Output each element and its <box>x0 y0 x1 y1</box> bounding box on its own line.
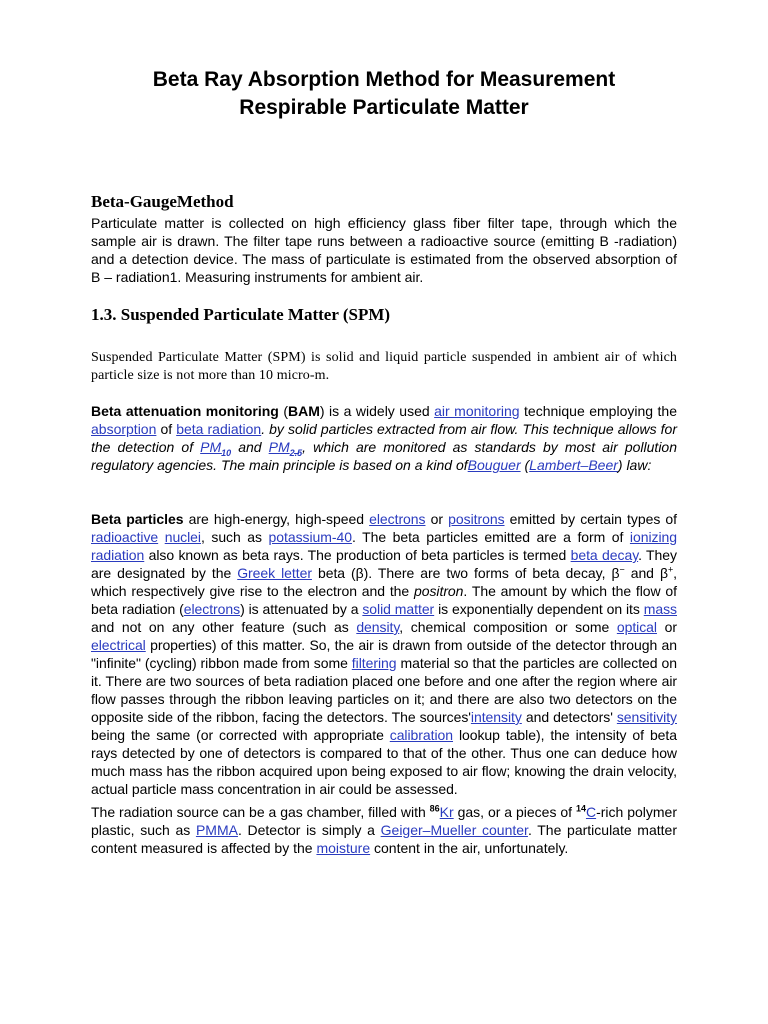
title-line-2: Respirable Particulate Matter <box>239 96 529 119</box>
text-run: The radiation source can be a gas chamber, filled with <box>91 804 430 820</box>
link-beta-decay[interactable]: beta decay <box>570 547 639 563</box>
link-pm10[interactable] <box>200 439 232 458</box>
superscript: 86 <box>429 803 440 814</box>
text-run: ( <box>278 403 289 419</box>
beta-gauge-heading: Beta-GaugeMethod <box>91 192 234 211</box>
text-run: ) is attenuated by a <box>240 601 363 617</box>
text-run: properties) of this matter. So, the air is drawn from outside of the detector through an "infinite" (cycling) ribbon made from some <box>91 637 677 671</box>
bam-abbrev: BAM <box>288 403 320 419</box>
link-pm25[interactable] <box>268 439 303 458</box>
link-optical[interactable]: optical <box>616 619 657 635</box>
spm-heading: 1.3. Suspended Particulate Matter (SPM) <box>91 305 391 324</box>
text-run: . They are designated by the <box>91 547 677 581</box>
link-electrical[interactable]: electrical <box>91 637 146 653</box>
text-run: -rich polymer plastic, such as <box>91 804 677 838</box>
subscript: 2.5 <box>289 447 303 458</box>
link-solid-matter[interactable]: solid matter <box>362 601 435 617</box>
link-calibration[interactable]: calibration <box>389 727 454 743</box>
link-text: PM <box>268 439 290 455</box>
link-carbon[interactable]: C <box>585 804 597 820</box>
text-run: also known as beta rays. The production of beta particles is termed <box>144 547 571 563</box>
subscript: 10 <box>221 447 232 458</box>
text-run: , such as <box>200 529 269 545</box>
link-electrons-2[interactable]: electrons <box>183 601 241 617</box>
beta-particles-term: Beta particles <box>91 511 184 527</box>
text-run: , chemical composition or some <box>399 619 617 635</box>
text-run: , which respectively give rise to the electron and the <box>91 565 678 599</box>
text-run: content in the air, unfortunately. <box>370 840 569 856</box>
text-run: or <box>656 619 677 635</box>
link-text: PM <box>200 439 222 455</box>
link-electrons[interactable]: electrons <box>369 511 426 527</box>
link-mass[interactable]: mass <box>643 601 677 617</box>
text-run: ( <box>520 457 530 473</box>
beta-particles-paragraph <box>91 510 677 798</box>
text-run: and β <box>624 565 668 581</box>
link-positrons[interactable]: positrons <box>448 511 505 527</box>
text-run: or <box>425 511 449 527</box>
link-air-monitoring[interactable]: air monitoring <box>434 403 520 419</box>
text-run: . The beta particles emitted are a form of <box>351 529 630 545</box>
link-intensity[interactable]: intensity <box>470 709 522 725</box>
link-pmma[interactable]: PMMA <box>195 822 238 838</box>
link-sensitivity[interactable]: sensitivity <box>616 709 677 725</box>
text-run: ) is a widely used <box>319 403 435 419</box>
bam-term: Beta attenuation monitoring <box>91 403 279 419</box>
text-run: of <box>156 421 177 437</box>
superscript: + <box>667 564 674 575</box>
link-beta-radiation[interactable]: beta radiation <box>176 421 262 437</box>
text-run: is exponentially dependent on its <box>434 601 644 617</box>
link-potassium-40[interactable]: potassium-40 <box>268 529 352 545</box>
spm-paragraph: Suspended Particulate Matter (SPM) is solid and liquid particle suspended in ambient air of which particle size is not more than 10 micro-m. <box>91 350 677 383</box>
text-run: ) law: <box>617 457 652 473</box>
bam-paragraph <box>91 402 677 474</box>
text-run: . The particulate matter content measured is affected by the <box>91 822 677 856</box>
link-absorption[interactable]: absorption <box>91 421 157 437</box>
link-greek-letter[interactable]: Greek letter <box>237 565 312 581</box>
superscript: 14 <box>575 803 586 814</box>
text-run: beta (β). There are two forms of beta decay, β <box>311 565 620 581</box>
text-run: . Detector is simply a <box>237 822 381 838</box>
text-run: lookup table), the intensity of beta rays detected by one of detectors is compared to that of the other. Thus one can deduce how much mass has the ribbon acquired upon being exposed to air flow; knowing the drain velocity, actual particle mass concentration in air could be assessed. <box>91 727 677 797</box>
text-run: being the same (or corrected with appropriate <box>91 727 390 743</box>
link-radioactive[interactable]: radioactive <box>91 529 159 545</box>
text-run: gas, or a pieces of <box>453 804 576 820</box>
link-nuclei[interactable]: nuclei <box>164 529 201 545</box>
text-run: emitted by certain types of <box>504 511 678 527</box>
title-line-1: Beta Ray Absorption Method for Measurement <box>152 68 616 91</box>
radiation-source-paragraph <box>91 803 677 857</box>
text-run: , which are monitored as standards by most air pollution regulatory agencies. The main principle is based on a kind of <box>91 439 677 473</box>
text-run: . The amount by which the flow of beta radiation ( <box>91 583 678 617</box>
page-title <box>91 66 677 122</box>
text-run: and not on any other feature (such as <box>91 619 357 635</box>
text-run: are high-energy, high-speed <box>183 511 370 527</box>
link-filtering[interactable]: filtering <box>351 655 397 671</box>
link-density[interactable]: density <box>356 619 400 635</box>
text-run: technique employing the <box>519 403 677 419</box>
link-lambert-beer[interactable]: Lambert–Beer <box>529 457 618 473</box>
beta-gauge-paragraph: Particulate matter is collected on high efficiency glass fiber filter tape, through which the sample air is drawn. The filter tape runs between a radioactive source (emitting B -radiation) and a detection device. The mass of particulate is estimated from the observed absorption of B – radiation1. Measuring instruments for ambient air. <box>91 215 677 285</box>
text-run: and detectors' <box>521 709 617 725</box>
superscript: − <box>619 564 625 575</box>
text-run: . by solid particles extracted from air flow. This technique allows for the detection of <box>91 421 677 455</box>
positron-term: positron <box>414 583 464 599</box>
link-moisture[interactable]: moisture <box>316 840 371 856</box>
link-bouguer[interactable]: Bouguer <box>467 457 521 473</box>
link-krypton[interactable]: Kr <box>439 804 454 820</box>
text-run: and <box>231 439 269 455</box>
link-geiger-mueller-counter[interactable]: Geiger–Mueller counter <box>380 822 528 838</box>
text-run: material so that the particles are collected on it. There are two sources of beta radiation placed one before and one after the region where air flow passes through the ribbon leaving particles on it; and there are also two detectors on the opposite side of the ribbon, facing the detectors. The sources' <box>91 655 677 725</box>
link-ionizing-radiation[interactable]: ionizing radiation <box>91 529 677 563</box>
